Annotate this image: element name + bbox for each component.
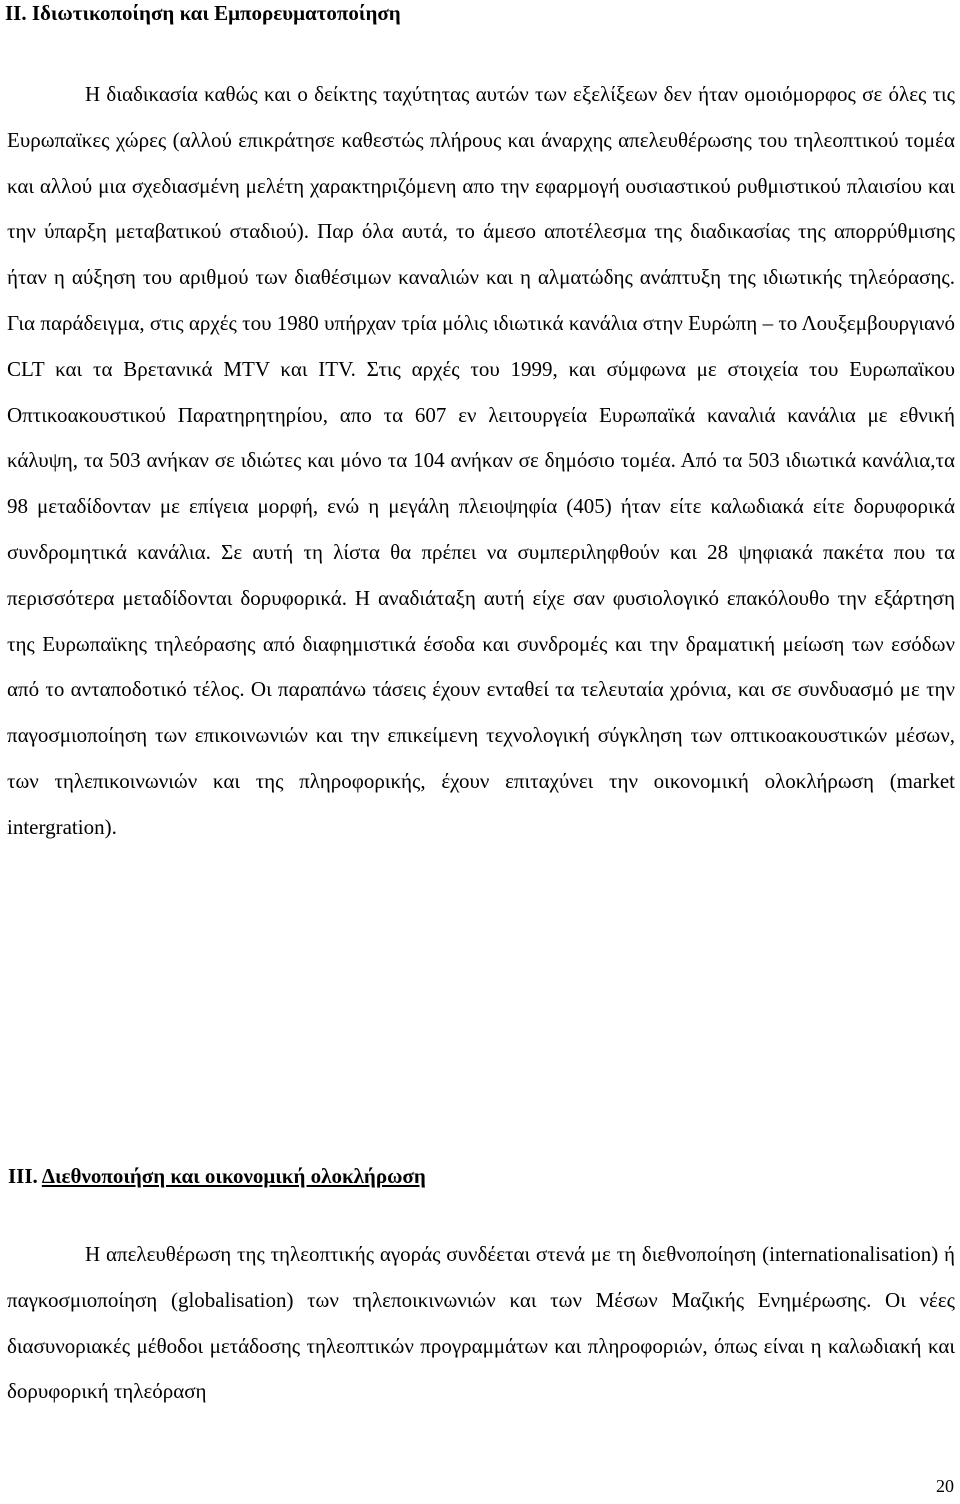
section-3-heading xyxy=(8,1163,426,1189)
section-2-paragraph: Η διαδικασία καθώς και ο δείκτης ταχύτητας αυτών των εξελίξεων δεν ήταν ομοιόμορφος σε όλες τις Ευρωπαϊκες χώρες (αλλού επικράτησε καθεστώς πλήρους και άναρχης απελευθέρωσης του τηλεοπτικού τομέα και αλλού μια σχεδιασμένη μελέτη χαρακτηριζόμενη απο την εφαρμογή ουσιαστικού ρυθμιστικού πλαισίου και την ύπαρξη μεταβατικού σταδιού). Παρ όλα αυτά, το άμεσο αποτέλεσμα της διαδικασίας της απορρύθμισης ήταν η αύξηση του αριθμού των διαθέσιμων καναλιών και η αλματώδης ανάπτυξη της ιδιωτικής τηλεόρασης. Για παράδειγμα, στις αρχές του 1980 υπήρχαν τρία μόλις ιδιωτικά κανάλια στην Ευρώπη – το Λουξεμβουργιανό CLT και τα Βρετανικά MTV και ITV. Στις αρχές του 1999, και σύμφωνα με στοιχεία του Ευρωπαϊκου Οπτικοακουστικού Παρατηρητηρίου, απο τα 607 εν λειτουργεία Ευρωπαϊκά καναλιά κανάλια με εθνική κάλυψη, τα 503 ανήκαν σε ιδιώτες και μόνο τα 104 ανήκαν σε δημόσιο τομέα. Από τα 503 ιδιωτικά κανάλια,τα 98 μεταδίδονταν με επίγεια μορφή, ενώ η μεγάλη πλειοψηφία (405) ήταν είτε καλωδιακά είτε δορυφορικά συνδρομητικά κανάλια. Σε αυτή τη λίστα θα πρέπει να συμπεριληφθούν και 28 ψηφιακά πακέτα που τα περισσότερα μεταδίδονται δορυφορικά. Η αναδιάταξη αυτή είχε σαν φυσιολογικό επακόλουθο την εξάρτηση της Ευρωπαϊκης τηλεόρασης από διαφημιστικά έσοδα και συνδρομές και την δραματική μείωση των εσόδων από το ανταποδοτικό τέλος. Οι παραπάνω τάσεις έχουν ενταθεί τα τελευταία χρόνια, και σε συνδυασμό με την παγοσμιοποίηση των επικοινωνιών και την επικείμενη τεχνολογική σύγκληση των οπτικοακουστικών μέσων, των τηλεπικοινωνιών και της πληροφορικής, έχουν επιταχύνει την οικονομική ολοκλήρωση (market intergration). xyxy=(7,82,955,839)
section-2-heading: ΙΙ. Ιδιωτικοποίηση και Εμπορευματοποίηση xyxy=(5,1,401,25)
section-3-heading-title: Διεθνοποιήση και οικονομική ολοκλήρωση xyxy=(41,1164,426,1188)
section-3-paragraph: Η απελευθέρωση της τηλεοπτικής αγοράς συνδέεται στενά με τη διεθνοποίηση (internationalisation) ή παγκοσμιοποίηση (globalisation) των τηλεποικινωνιών και των Μέσων Μαζικής Ενημέρωσης. Οι νέες διασυνοριακές μέθοδοι μετάδοσης τηλεοπτικών προγραμμάτων και πληροφοριών, όπως είναι η καλωδιακή και δορυφορική τηλεόραση xyxy=(7,1242,955,1404)
page-number: 20 xyxy=(936,1476,954,1496)
section-3-heading-number: ΙΙΙ. xyxy=(8,1164,42,1188)
